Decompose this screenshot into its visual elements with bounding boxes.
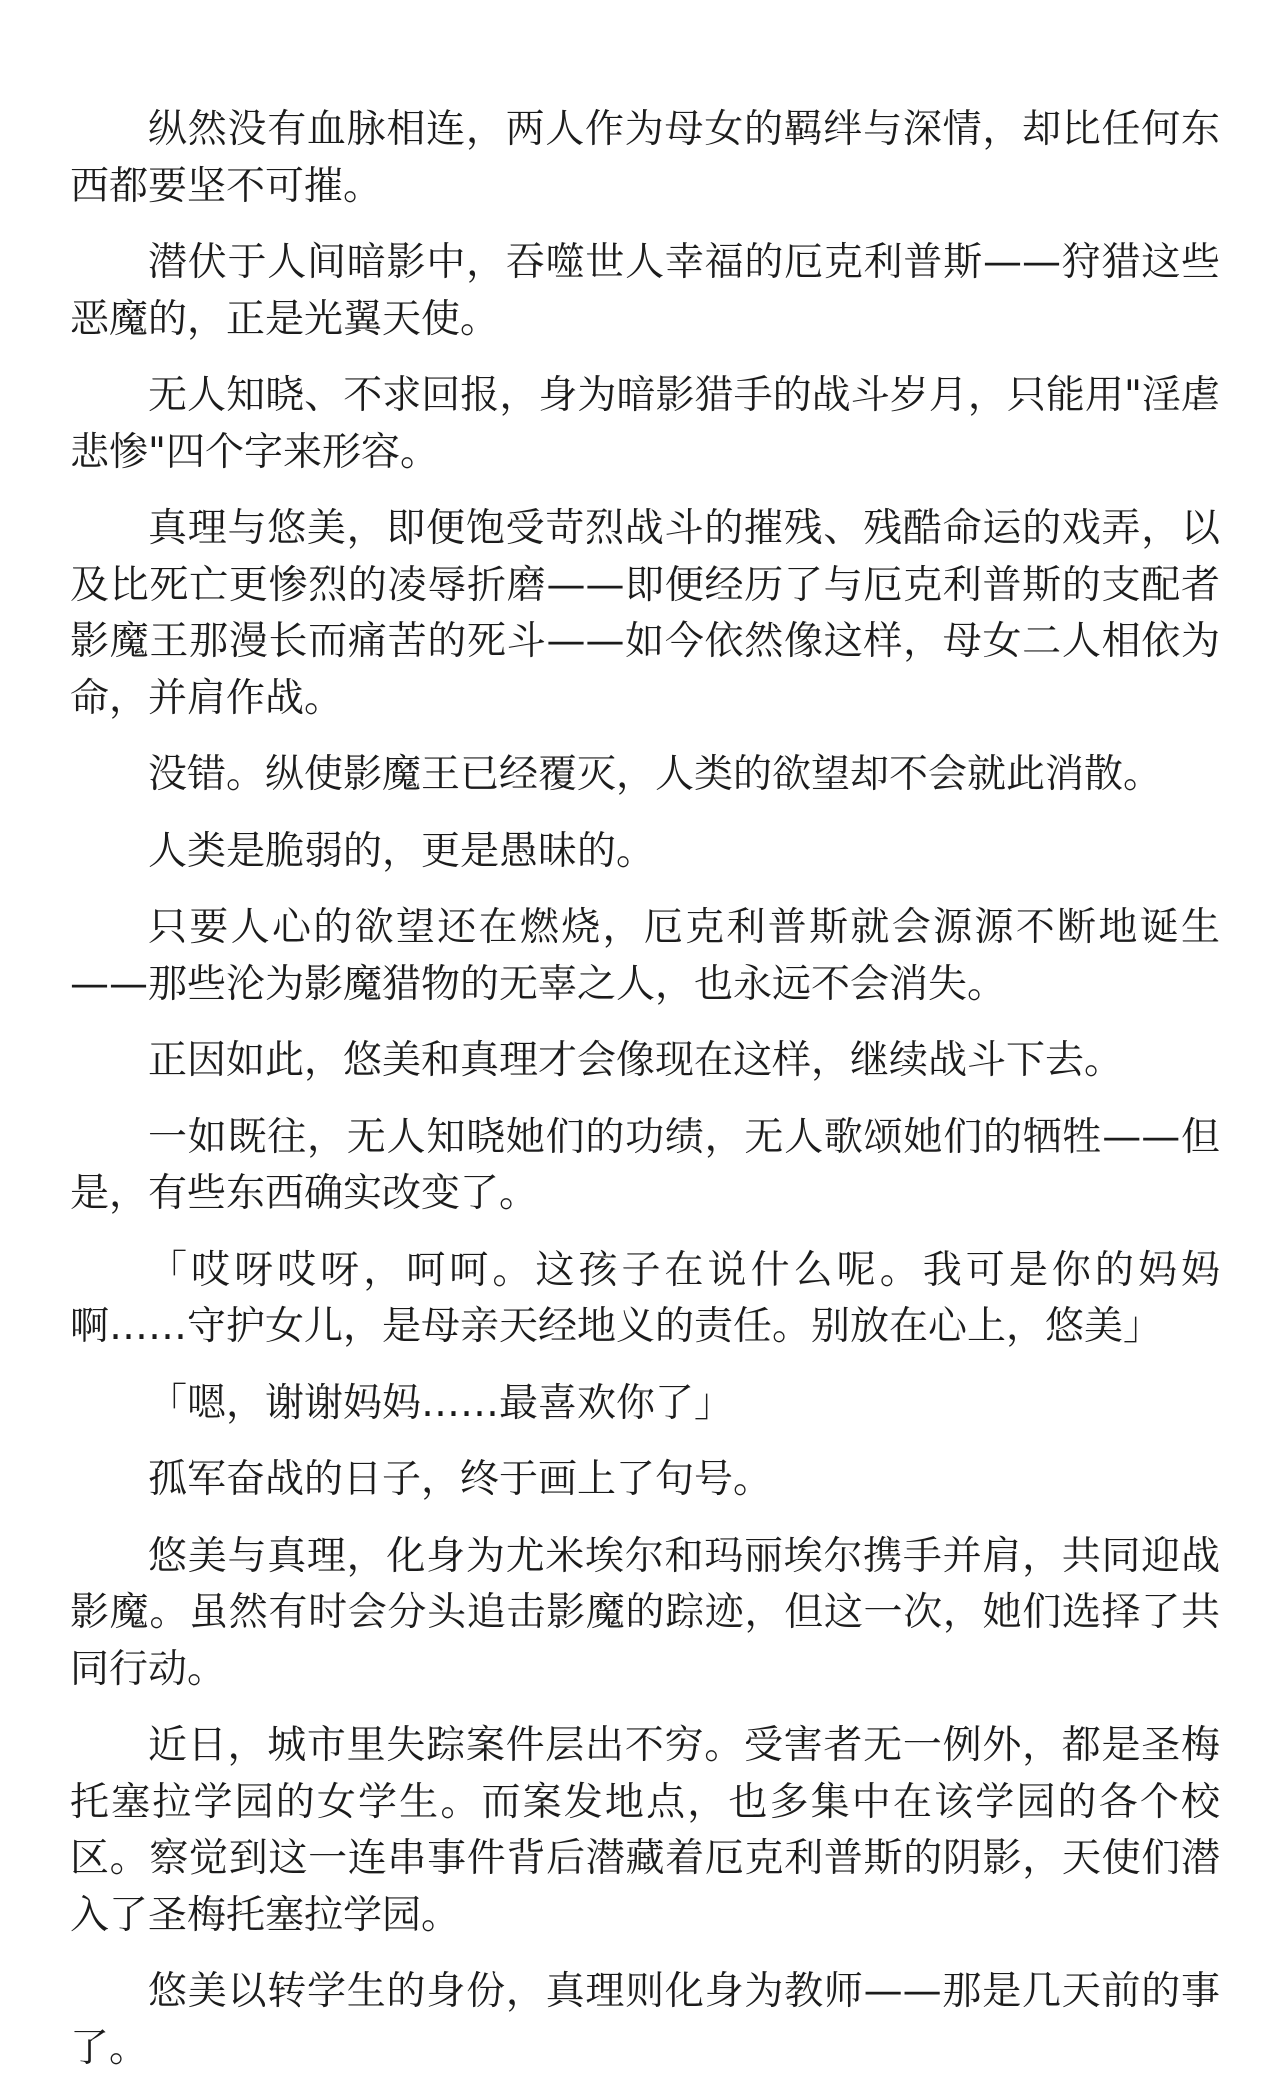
paragraph: 无人知晓、不求回报，身为暗影猎手的战斗岁月，只能用"淫虐悲惨"四个字来形容。 — [70, 373, 1220, 475]
paragraph: 只要人心的欲望还在燃烧，厄克利普斯就会源源不断地诞生——那些沦为影魔猎物的无辜之人，也永远不会消失。 — [70, 905, 1220, 1007]
paragraph: 「哎呀哎呀，呵呵。这孩子在说什么呢。我可是你的妈妈啊……守护女儿，是母亲天经地义的责任。别放在心上，悠美」 — [70, 1247, 1220, 1349]
paragraph: 人类是脆弱的，更是愚昧的。 — [148, 828, 656, 874]
paragraph: 正因如此，悠美和真理才会像现在这样，继续战斗下去。 — [148, 1038, 1124, 1083]
paragraph: 悠美以转学生的身份，真理则化身为教师——那是几天前的事了。 — [70, 1969, 1220, 2071]
paragraph: 近日，城市里失踪案件层出不穷。受害者无一例外，都是圣梅托塞拉学园的女学生。而案发地点，也多集中在该学园的各个校区。察觉到这一连串事件背后潜藏着厄克利普斯的阴影，天使们潜入了圣梅托塞拉学园。 — [70, 1723, 1220, 1938]
document-page — [70, 102, 1220, 2097]
paragraph: 潜伏于人间暗影中，吞噬世人幸福的厄克利普斯——狩猎这些恶魔的，正是光翼天使。 — [70, 240, 1220, 342]
paragraph: 一如既往，无人知晓她们的功绩，无人歌颂她们的牺牲——但是，有些东西确实改变了。 — [70, 1114, 1220, 1216]
paragraph: 没错。纵使影魔王已经覆灭，人类的欲望却不会就此消散。 — [148, 752, 1163, 797]
paragraph: 孤军奋战的日子，终于画上了句号。 — [148, 1457, 773, 1502]
paragraph: 「嗯，谢谢妈妈……最喜欢你了」 — [148, 1380, 734, 1426]
paragraph: 纵然没有血脉相连，两人作为母女的羁绊与深情，却比任何东西都要坚不可摧。 — [70, 107, 1220, 209]
paragraph: 悠美与真理，化身为尤米埃尔和玛丽埃尔携手并肩，共同迎战影魔。虽然有时会分头追击影魔的踪迹，但这一次，她们选择了共同行动。 — [70, 1533, 1220, 1692]
paragraph: 真理与悠美，即便饱受苛烈战斗的摧残、残酷命运的戏弄，以及比死亡更惨烈的凌辱折磨——即便经历了与厄克利普斯的支配者影魔王那漫长而痛苦的死斗——如今依然像这样，母女二人相依为命，并肩作战。 — [70, 506, 1220, 721]
